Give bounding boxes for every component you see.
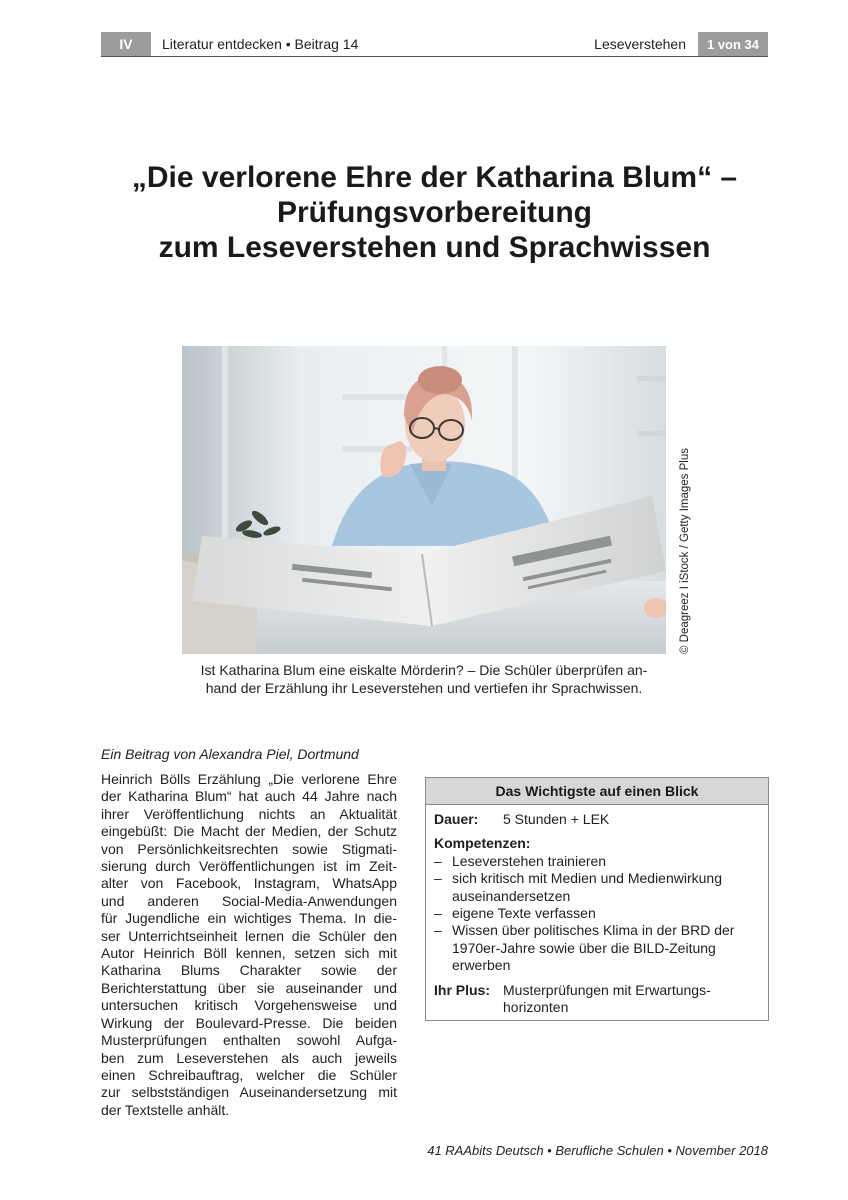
text-line: ben zum Leseverstehen als auch jeweils bbox=[101, 1049, 397, 1066]
page-title bbox=[101, 160, 768, 265]
text-line: Autor Heinrich Böll kennen, setzen sich mit bbox=[101, 945, 397, 962]
topic-label: Leseverstehen bbox=[594, 36, 686, 52]
text-line: sierung durch Veröffentlichungen ist im Zeit- bbox=[101, 858, 397, 875]
text-line: von Persönlichkeitsrechten sowie Stigmati- bbox=[101, 840, 397, 857]
text-line: einen Schreibauftrag, welcher die Schüler bbox=[101, 1066, 397, 1083]
text-line: ihrer Veröffentlichung nichts an Aktualität bbox=[101, 805, 397, 822]
text-line: ser Unterrichtseinheit lernen die Schüler den bbox=[101, 927, 397, 944]
section-badge: IV bbox=[101, 32, 151, 56]
page-badge: 1 von 34 bbox=[698, 32, 768, 56]
header-rule bbox=[101, 56, 768, 57]
text-line: der Textstelle anhält. bbox=[101, 1101, 230, 1118]
text-line: und anderen Social-Media-Anwendungen bbox=[101, 892, 397, 909]
page-footer: 41 RAAbits Deutsch • Berufliche Schulen • November 2018 bbox=[427, 1143, 768, 1158]
competencies-label: Kompetenzen: bbox=[434, 835, 531, 852]
text-line: der Katharina Blum“ hat auch 44 Jahre nach bbox=[101, 788, 397, 805]
text-line: Berichterstattung über sie auseinander und bbox=[101, 979, 397, 996]
text-line: Katharina Blums Charakter sowie der bbox=[101, 962, 397, 979]
title-line: „Die verlorene Ehre der Katharina Blum“ – bbox=[131, 161, 738, 194]
title-line: zum Leseverstehen und Sprachwissen bbox=[158, 231, 711, 264]
title-line: Prüfungsvorbereitung bbox=[276, 196, 592, 229]
plus-row bbox=[434, 982, 760, 1017]
text-line: Musterprüfungen enthalten sowohl Aufga- bbox=[101, 1032, 397, 1049]
text-line: Wirkung der Boulevard-Presse. Die beiden bbox=[101, 1014, 397, 1031]
text-line: eingebüßt: Die Macht der Medien, der Schutz bbox=[101, 823, 397, 840]
text-line: zur selbstständigen Auseinandersetzung mit bbox=[101, 1084, 397, 1101]
intro-text bbox=[101, 771, 397, 1119]
photo-credit: © Deagreez I iStock / Getty Images Plus bbox=[679, 448, 691, 654]
competencies-list bbox=[434, 853, 760, 975]
text-line: für Jugendliche ein wichtiges Thema. In die- bbox=[101, 910, 397, 927]
caption-line: hand der Erzählung ihr Leseverstehen und vertiefen ihr Sprachwissen. bbox=[205, 680, 643, 696]
competency-item: – eigene Texte verfassen bbox=[434, 905, 760, 922]
text-line: alter von Facebook, Instagram, WhatsApp bbox=[101, 875, 397, 892]
plus-value: Musterprüfungen mit Erwartungs- horizonten bbox=[503, 981, 711, 1016]
text-line: Heinrich Bölls Erzählung „Die verlorene Ehre bbox=[101, 771, 397, 787]
competency-item: – Leseverstehen trainieren bbox=[434, 853, 760, 870]
overview-box bbox=[425, 777, 769, 1021]
overview-body bbox=[426, 805, 768, 1016]
text-line: untersuchen kritisch Vorgehensweise und bbox=[101, 997, 397, 1014]
author-line: Ein Beitrag von Alexandra Piel, Dortmund bbox=[101, 746, 359, 762]
photo-caption bbox=[182, 661, 666, 697]
duration-value: 5 Stunden + LEK bbox=[503, 811, 610, 827]
duration-label: Dauer: bbox=[434, 811, 479, 827]
cover-photo bbox=[182, 346, 666, 654]
competency-item: – Wissen über politisches Klima in der BRD der 1970er-Jahre sowie über die BILD-Zeitung erwerben bbox=[434, 922, 760, 974]
competency-item: – sich kritisch mit Medien und Medienwirkung auseinandersetzen bbox=[434, 870, 760, 905]
overview-heading: Das Wichtigste auf einen Blick bbox=[426, 778, 768, 805]
plus-label: Ihr Plus: bbox=[434, 981, 491, 998]
caption-line: Ist Katharina Blum eine eiskalte Mörderin? – Die Schüler überprüfen an- bbox=[200, 662, 648, 678]
duration-row bbox=[434, 811, 760, 828]
series-title: Literatur entdecken • Beitrag 14 bbox=[162, 36, 359, 52]
